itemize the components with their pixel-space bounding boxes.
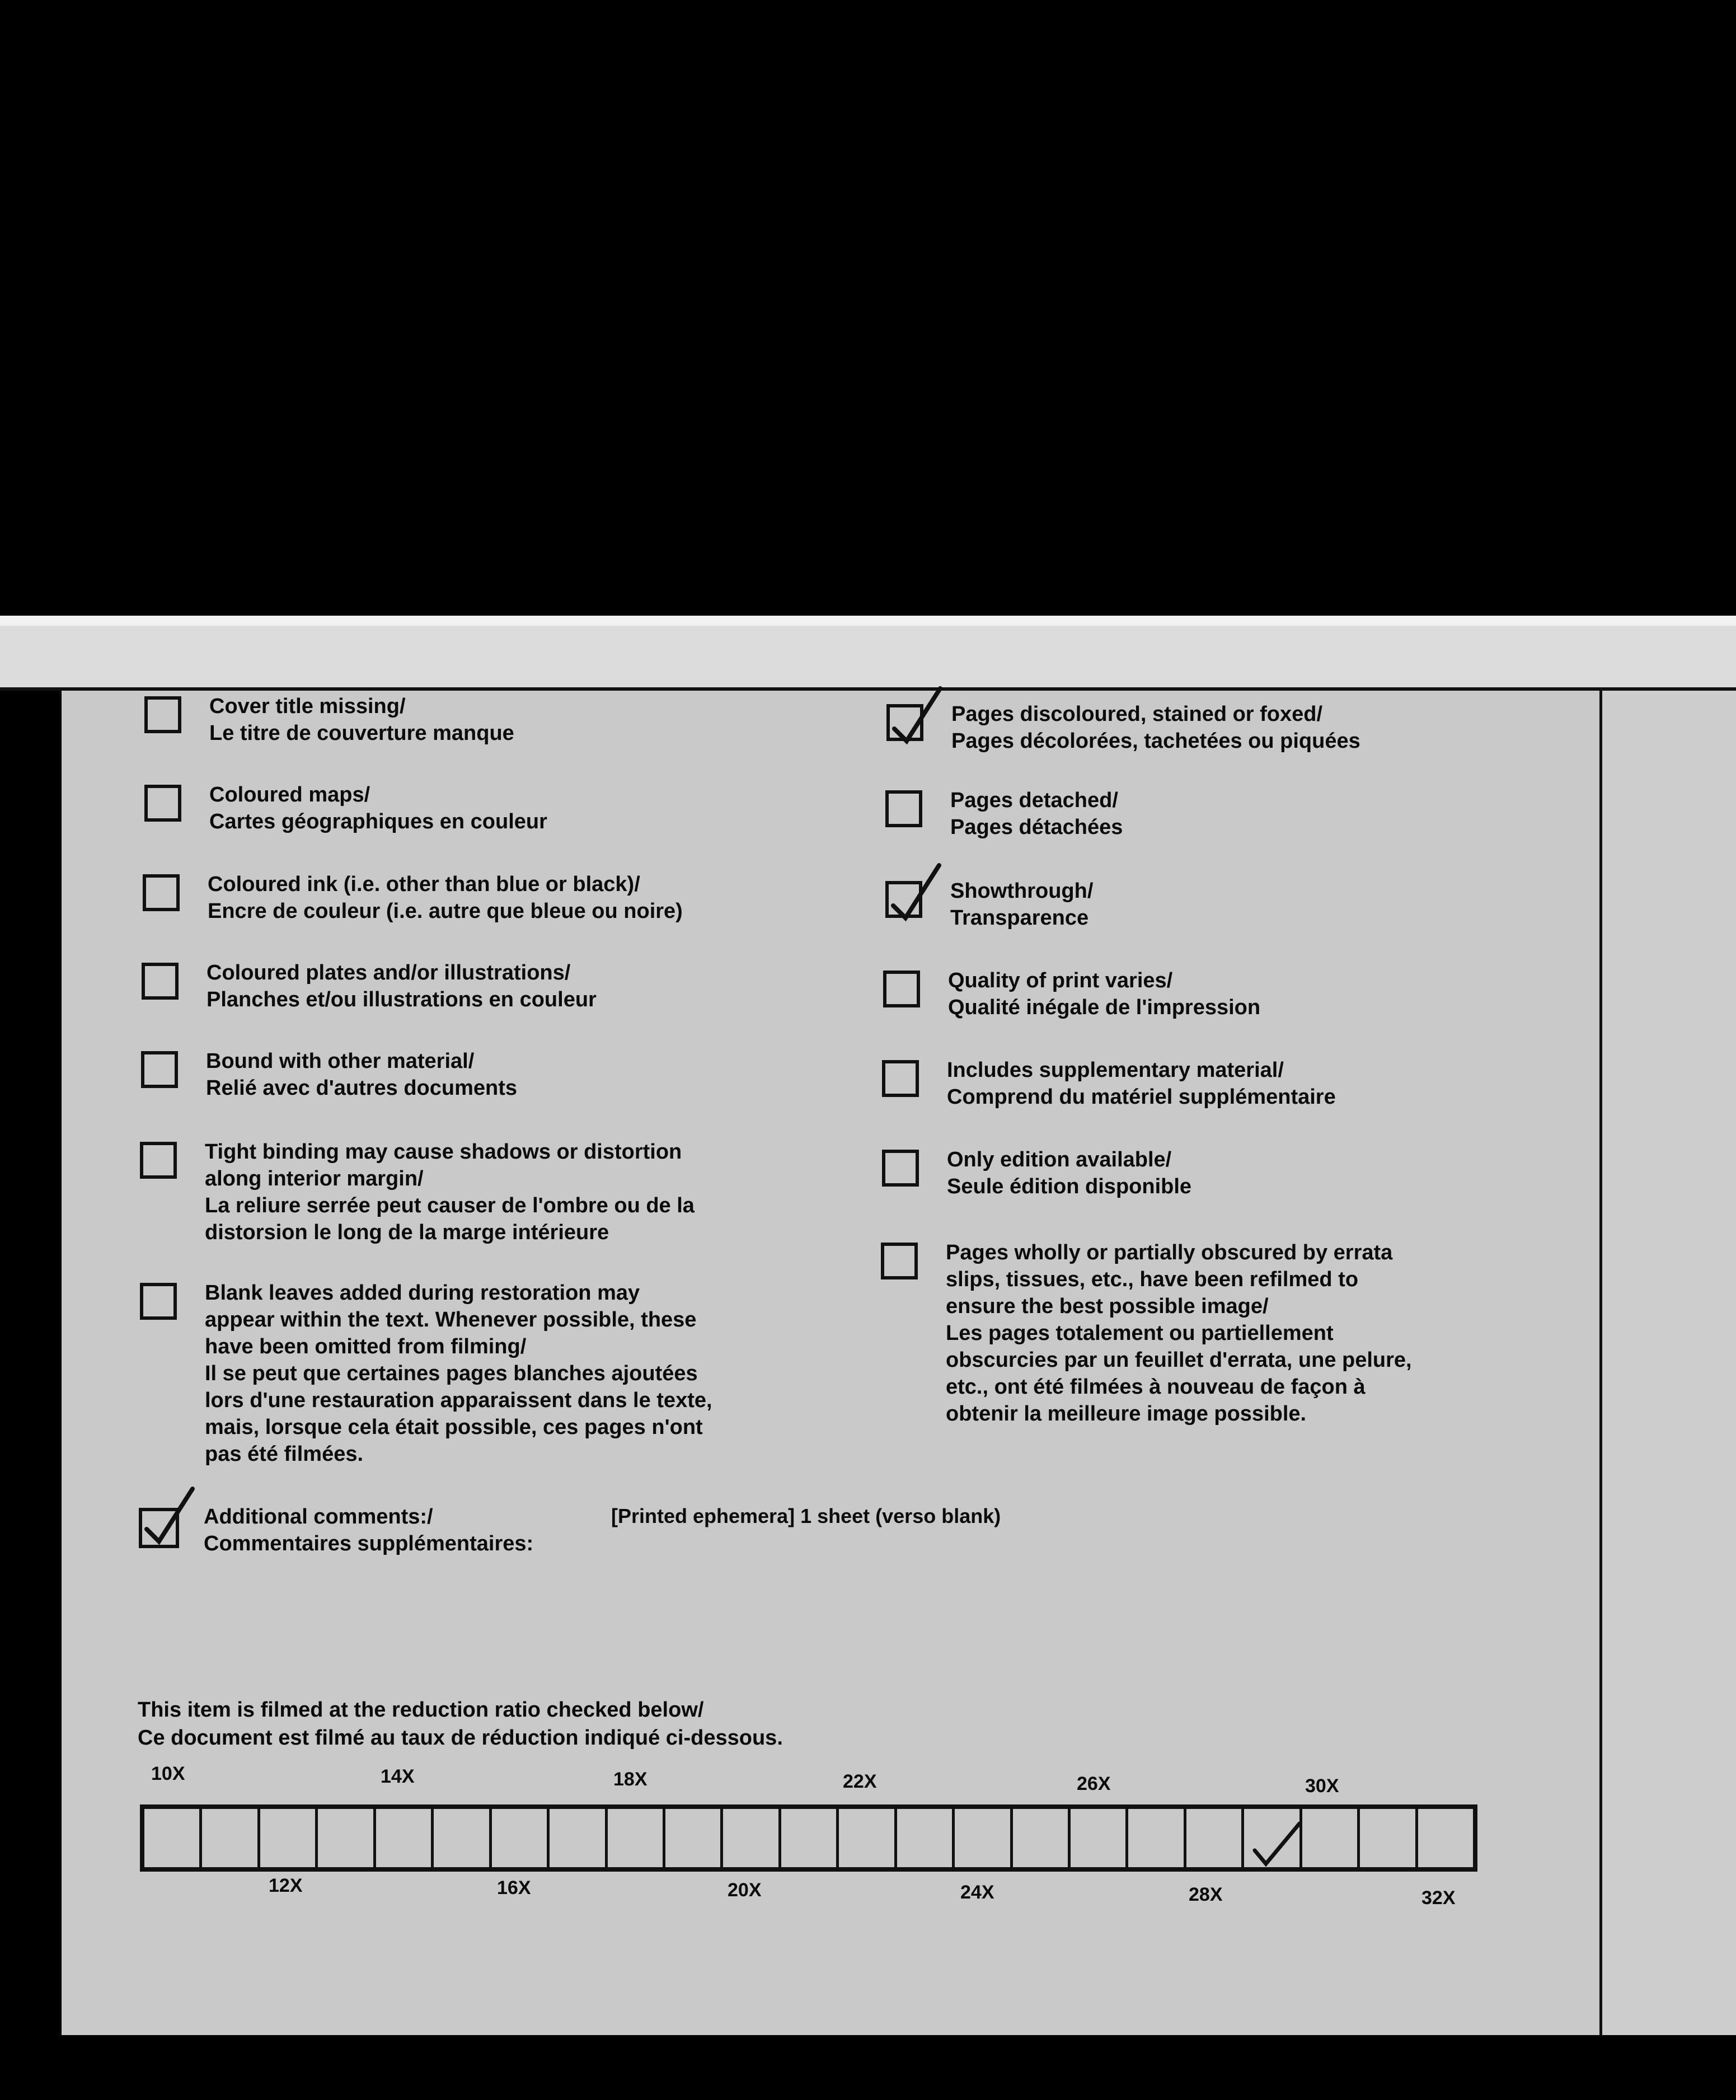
item-label-line: slips, tissues, etc., have been refilmed to	[946, 1268, 1359, 1291]
ratio-cell[interactable]	[144, 1809, 202, 1867]
item-label-line: Pages detached/	[950, 789, 1118, 812]
ratio-label-top: 18X	[613, 1769, 648, 1790]
item-label-line: Coloured plates and/or illustrations/	[207, 961, 571, 985]
item-label-line: Showthrough/	[950, 879, 1094, 903]
item-label-line: Comprend du matériel supplémentaire	[947, 1085, 1336, 1109]
ratio-cell[interactable]	[318, 1809, 376, 1867]
ratio-cell[interactable]	[1186, 1809, 1244, 1867]
top-black-margin	[0, 0, 1736, 616]
checkbox[interactable]	[885, 790, 922, 827]
checkbox[interactable]	[140, 1142, 177, 1179]
ratio-cell[interactable]	[1418, 1809, 1473, 1867]
ratio-cell[interactable]	[781, 1809, 839, 1867]
checkbox[interactable]	[881, 1243, 918, 1279]
checkbox[interactable]	[143, 874, 180, 911]
ratio-cell[interactable]	[492, 1809, 550, 1867]
gray-scan-band	[0, 626, 1736, 691]
ratio-cell[interactable]	[1302, 1809, 1360, 1867]
ratio-cell[interactable]	[897, 1809, 955, 1867]
checkbox[interactable]	[882, 1150, 919, 1187]
white-scan-band	[0, 616, 1736, 626]
ratio-label-bottom: 20X	[728, 1879, 762, 1901]
ratio-cell[interactable]	[434, 1809, 491, 1867]
item-label-line: Quality of print varies/	[948, 969, 1173, 992]
item-label-line: distorsion le long de la marge intérieure	[205, 1221, 609, 1244]
ratio-cell[interactable]	[723, 1809, 781, 1867]
ratio-label-bottom: 24X	[960, 1882, 994, 1903]
checkbox[interactable]	[140, 1283, 177, 1320]
reduction-line: Ce document est filmé au taux de réduction indiqué ci-dessous.	[138, 1726, 783, 1750]
item-label-line: Coloured maps/	[209, 783, 370, 807]
item-label-line: Le titre de couverture manque	[209, 721, 514, 745]
item-label-line: Commentaires supplémentaires:	[204, 1532, 534, 1555]
ratio-label-top: 22X	[843, 1771, 877, 1792]
ratio-label-bottom: 28X	[1189, 1884, 1223, 1905]
item-label-line: obscurcies par un feuillet d'errata, une pelure,	[946, 1348, 1412, 1372]
reduction-ratio-heading	[138, 1696, 783, 1752]
item-label-line: Pages détachées	[950, 815, 1123, 839]
bottom-black-margin	[0, 2035, 1736, 2100]
item-label-line: Cover title missing/	[209, 695, 406, 718]
item-label-line: La reliure serrée peut causer de l'ombre ou de la	[205, 1194, 695, 1217]
ratio-label-bottom: 32X	[1421, 1887, 1456, 1909]
checkbox[interactable]	[141, 1051, 178, 1088]
ratio-cell[interactable]	[665, 1809, 723, 1867]
item-label-line: Qualité inégale de l'impression	[948, 996, 1261, 1019]
ratio-label-bottom: 12X	[269, 1875, 303, 1896]
checkmark-icon	[889, 862, 942, 924]
item-label-line: Blank leaves added during restoration may	[205, 1281, 640, 1305]
ratio-cell[interactable]	[202, 1809, 260, 1867]
checkbox[interactable]	[142, 963, 179, 1000]
item-label-line: mais, lorsque cela était possible, ces pages n'ont	[205, 1415, 703, 1439]
item-label-line: Pages wholly or partially obscured by errata	[946, 1241, 1393, 1264]
ratio-cell[interactable]	[955, 1809, 1012, 1867]
item-label-line: Encre de couleur (i.e. autre que bleue ou noire)	[208, 899, 683, 923]
ratio-label-top: 30X	[1305, 1775, 1339, 1797]
ratio-cell[interactable]	[608, 1809, 665, 1867]
item-label-line: Planches et/ou illustrations en couleur	[207, 988, 597, 1011]
item-label-line: Pages discoloured, stained or foxed/	[951, 702, 1323, 726]
ratio-cell[interactable]	[376, 1809, 434, 1867]
checkbox[interactable]	[882, 1060, 919, 1097]
item-label-line: Additional comments:/	[204, 1505, 433, 1529]
item-label-line: have been omitted from filming/	[205, 1335, 527, 1358]
item-label-line: obtenir la meilleure image possible.	[946, 1402, 1307, 1426]
ratio-cell[interactable]	[1071, 1809, 1128, 1867]
item-label-line: Cartes géographiques en couleur	[209, 810, 547, 833]
checkbox[interactable]	[144, 696, 181, 733]
ratio-label-top: 14X	[381, 1766, 415, 1787]
item-label-line: Les pages totalement ou partiellement	[946, 1321, 1334, 1345]
ratio-label-top: 26X	[1077, 1773, 1111, 1794]
item-label-line: Tight binding may cause shadows or distortion	[205, 1140, 682, 1164]
comments-value: [Printed ephemera] 1 sheet (verso blank)	[611, 1504, 1001, 1527]
item-label-line: lors d'une restauration apparaissent dans le texte,	[205, 1389, 712, 1412]
item-label-line: Transparence	[950, 906, 1089, 930]
item-label-line: along interior margin/	[205, 1167, 424, 1190]
item-label-line: Coloured ink (i.e. other than blue or black)/	[208, 873, 640, 896]
item-label-line: ensure the best possible image/	[946, 1295, 1269, 1318]
item-label-line: Bound with other material/	[206, 1049, 475, 1073]
item-label-line: etc., ont été filmées à nouveau de façon à	[946, 1375, 1366, 1399]
ratio-cell[interactable]	[839, 1809, 897, 1867]
item-label-line: Il se peut que certaines pages blanches ajoutées	[205, 1362, 698, 1385]
checkmark-icon	[142, 1485, 196, 1547]
item-label-line: Only edition available/	[947, 1148, 1172, 1171]
checkmark-icon	[1251, 1820, 1303, 1867]
item-label-line: appear within the text. Whenever possible, these	[205, 1308, 697, 1332]
reduction-line: This item is filmed at the reduction ratio checked below/	[138, 1698, 704, 1722]
ratio-cell[interactable]	[550, 1809, 607, 1867]
ratio-cell[interactable]	[260, 1809, 318, 1867]
item-label-line: Includes supplementary material/	[947, 1058, 1284, 1082]
item-label-line: pas été filmées.	[205, 1442, 364, 1466]
item-label-line: Pages décolorées, tachetées ou piquées	[951, 729, 1360, 753]
item-label-line: Seule édition disponible	[947, 1175, 1192, 1198]
checkmark-icon	[890, 685, 944, 747]
ratio-cell[interactable]	[1128, 1809, 1186, 1867]
ratio-label-top: 10X	[151, 1763, 185, 1784]
checkbox[interactable]	[144, 785, 181, 822]
item-label-line: Relié avec d'autres documents	[206, 1076, 518, 1100]
adjacent-page-edge	[1599, 691, 1736, 2035]
ratio-cell[interactable]	[1360, 1809, 1418, 1867]
ratio-cell[interactable]	[1013, 1809, 1071, 1867]
ratio-label-bottom: 16X	[497, 1877, 531, 1899]
checkbox[interactable]	[883, 971, 920, 1007]
